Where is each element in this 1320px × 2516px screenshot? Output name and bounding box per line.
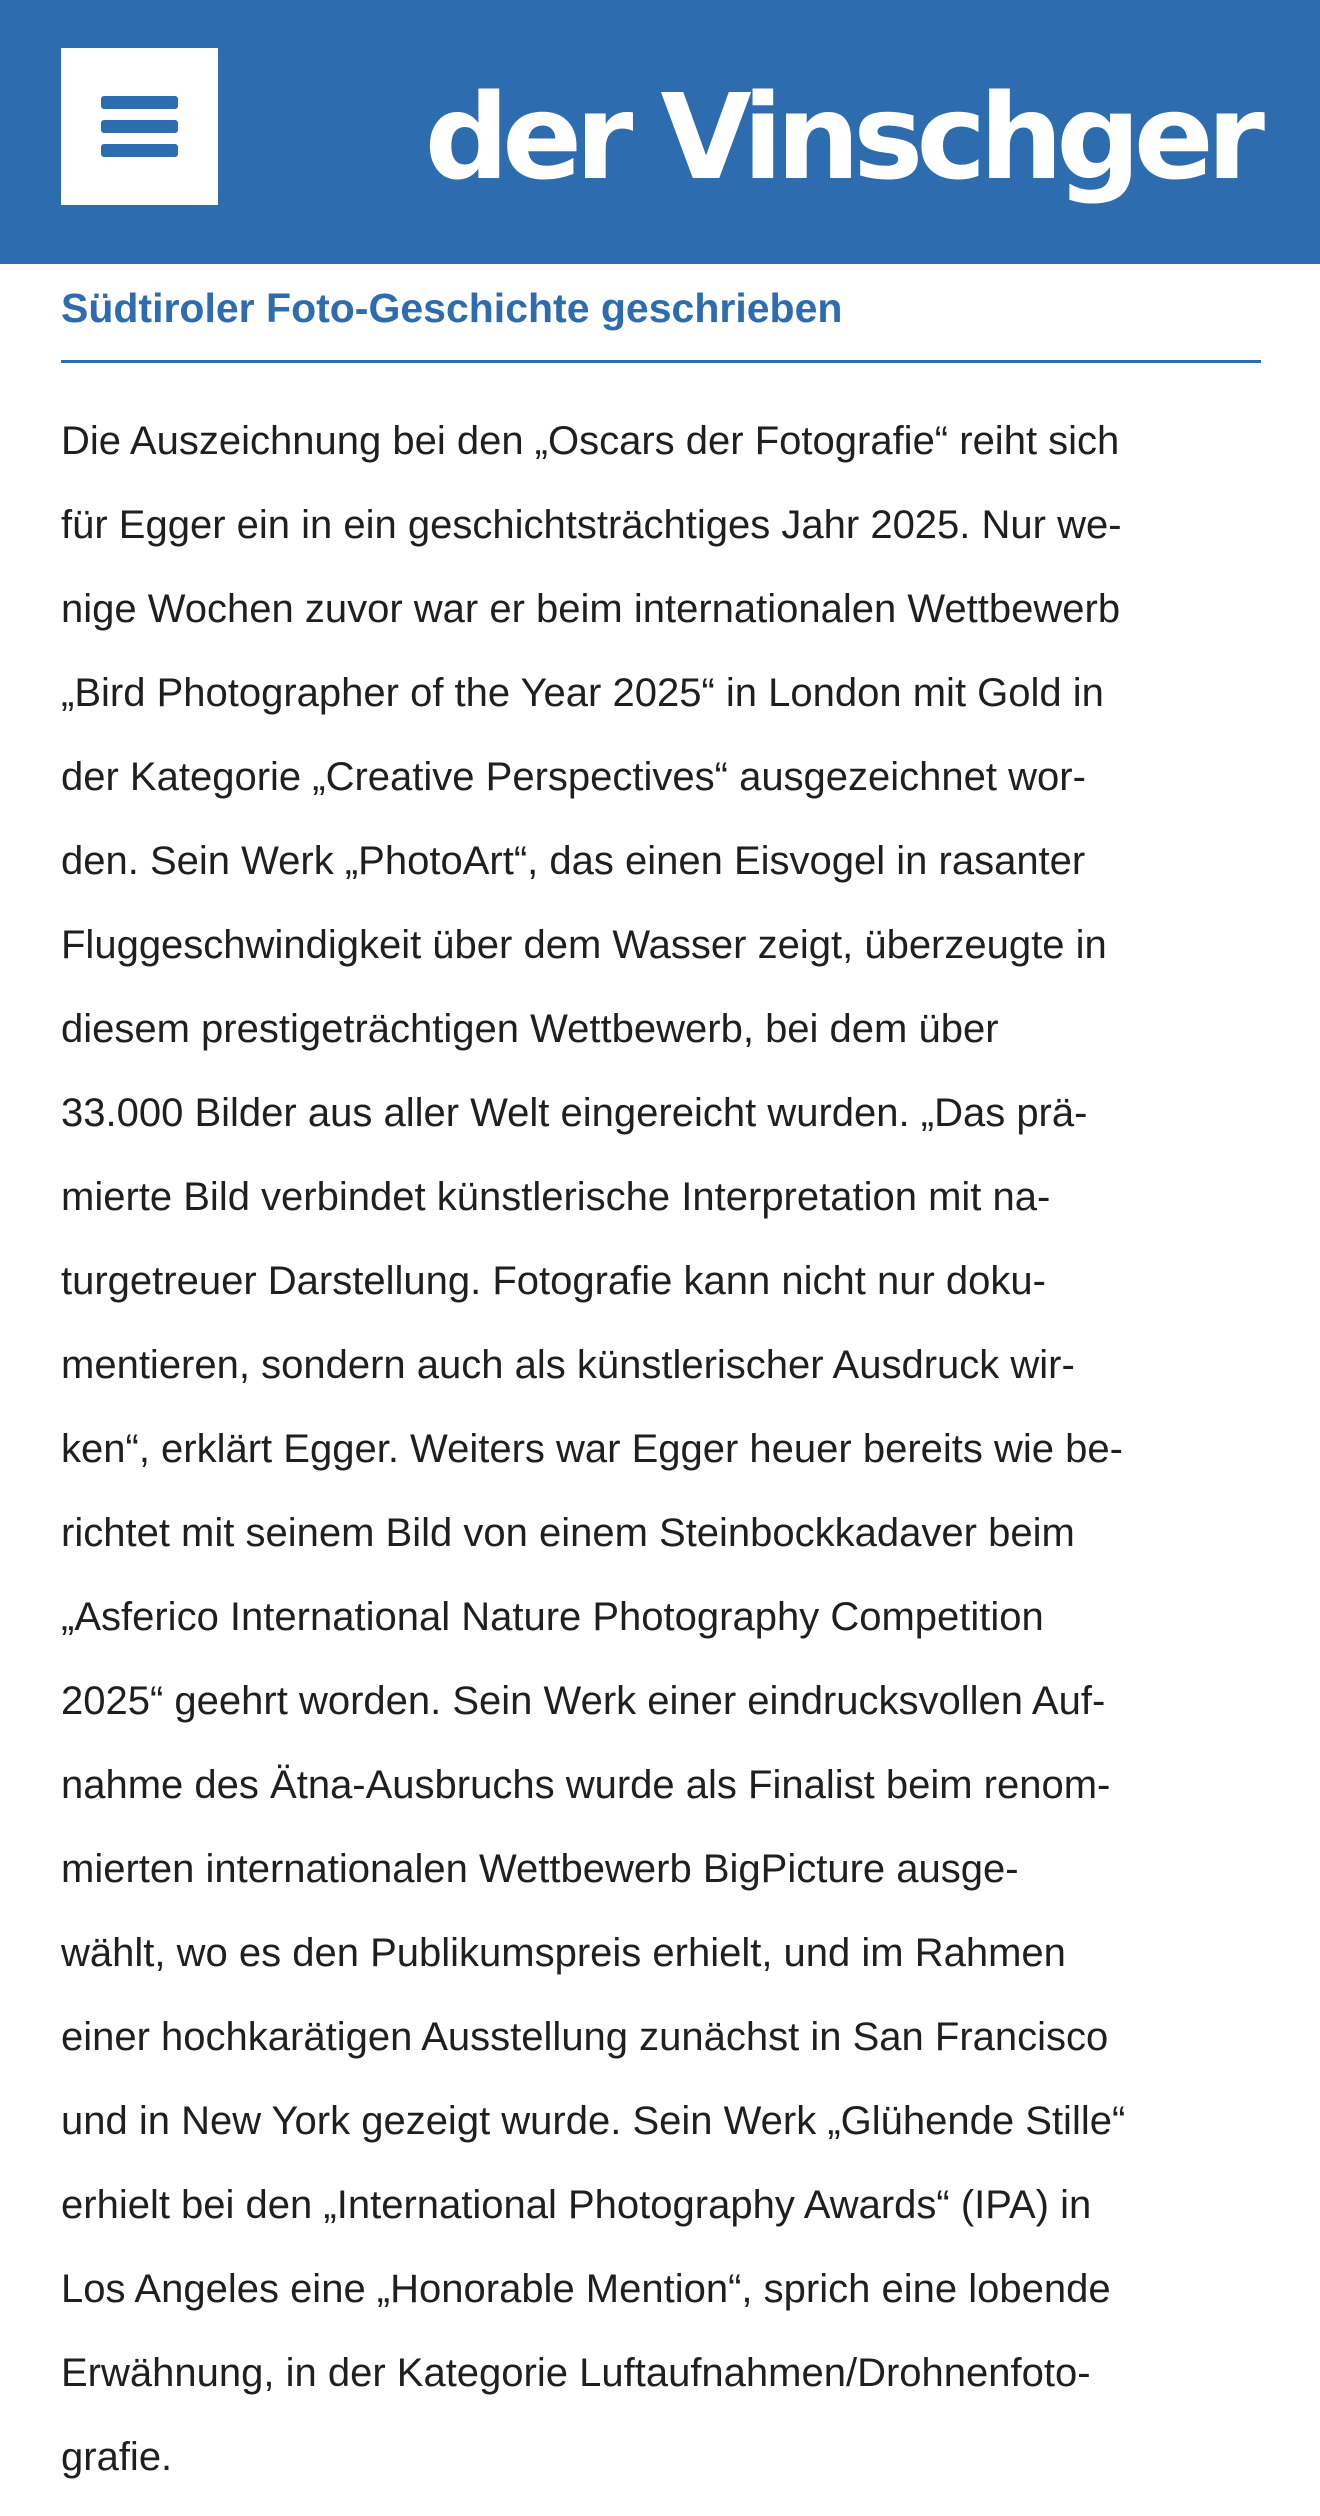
article-line: mierten internationalen Wettbewerb BigPicture ausge- [61, 1847, 1019, 1891]
article-line: diesem prestigeträchtigen Wettbewerb, bei dem über [61, 1007, 999, 1051]
article-content [61, 264, 1261, 2499]
article-line: wählt, wo es den Publikumspreis erhielt, und im Rahmen [61, 1931, 1066, 1975]
article-line: einer hochkarätigen Ausstellung zunächst in San Francisco [61, 2015, 1109, 2059]
article-line: mentieren, sondern auch als künstlerischer Ausdruck wir- [61, 1343, 1075, 1387]
article-line: Die Auszeichnung bei den „Oscars der Fotografie“ reiht sich [61, 419, 1120, 463]
heading-divider [61, 360, 1261, 363]
article-line: richtet mit seinem Bild von einem Steinbockkadaver beim [61, 1511, 1075, 1555]
article-line: für Egger ein in ein geschichtsträchtiges Jahr 2025. Nur we- [61, 503, 1122, 547]
article-line: grafie. [61, 2435, 173, 2479]
article-line: „Bird Photographer of the Year 2025“ in London mit Gold in [61, 671, 1104, 715]
article-line: 2025“ geehrt worden. Sein Werk einer eindrucksvollen Auf- [61, 1679, 1106, 1723]
article-line: Los Angeles eine „Honorable Mention“, sprich eine lobende [61, 2267, 1111, 2311]
article-line: 33.000 Bilder aus aller Welt eingereicht wurden. „Das prä- [61, 1091, 1088, 1135]
article-line: mierte Bild verbindet künstlerische Interpretation mit na- [61, 1175, 1051, 1219]
article-line: der Kategorie „Creative Perspectives“ ausgezeichnet wor- [61, 755, 1086, 799]
article-line: Erwähnung, in der Kategorie Luftaufnahmen/Drohnenfoto- [61, 2351, 1091, 2395]
article-line: „Asferico International Nature Photography Competition [61, 1595, 1044, 1639]
article-line: erhielt bei den „International Photography Awards“ (IPA) in [61, 2183, 1092, 2227]
article-line: den. Sein Werk „PhotoArt“, das einen Eisvogel in rasanter [61, 839, 1086, 883]
article-body [61, 399, 1261, 2499]
article-line: turgetreuer Darstellung. Fotografie kann nicht nur doku- [61, 1259, 1046, 1303]
site-logo[interactable]: der Vinschger [424, 68, 1258, 206]
article-line: und in New York gezeigt wurde. Sein Werk „Glühende Stille“ [61, 2099, 1126, 2143]
site-header [0, 0, 1320, 264]
article-line: nahme des Ätna-Ausbruchs wurde als Finalist beim renom- [61, 1763, 1111, 1807]
section-heading: Südtiroler Foto-Geschichte geschrieben [61, 285, 843, 331]
article-line: Fluggeschwindigkeit über dem Wasser zeigt, überzeugte in [61, 923, 1107, 967]
article-line: nige Wochen zuvor war er beim internationalen Wettbewerb [61, 587, 1121, 631]
hamburger-menu-button[interactable] [61, 48, 218, 205]
article-line: ken“, erklärt Egger. Weiters war Egger heuer bereits wie be- [61, 1427, 1123, 1471]
